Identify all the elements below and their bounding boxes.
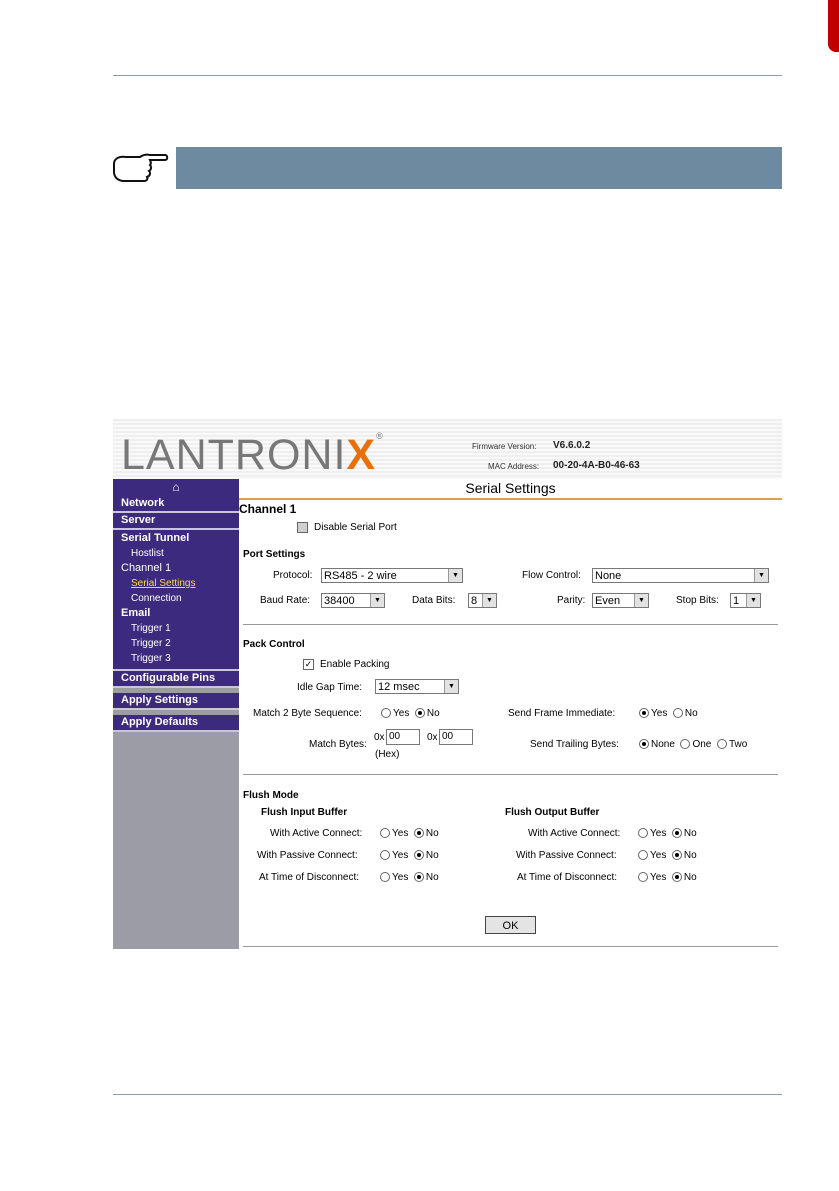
out-active-yes-radio[interactable] — [638, 828, 648, 838]
pointing-hand-icon — [110, 150, 170, 186]
in-disconnect-yes-label: Yes — [392, 872, 409, 883]
in-active-label: With Active Connect: — [270, 828, 363, 839]
disable-serial-port-checkbox[interactable] — [297, 522, 308, 533]
section-divider — [243, 624, 778, 625]
sidebar-item-trigger3[interactable]: Trigger 3 — [131, 653, 171, 664]
out-passive-yes-label: Yes — [650, 850, 667, 861]
out-passive-label: With Passive Connect: — [516, 850, 617, 861]
in-passive-no-radio[interactable] — [414, 850, 424, 860]
lantronix-logo — [121, 431, 384, 480]
parity-label: Parity: — [557, 595, 586, 606]
idle-gap-label: Idle Gap Time: — [297, 682, 363, 693]
footer-rule — [113, 1094, 782, 1095]
logo-x: X — [346, 431, 377, 479]
out-disconnect-no-radio[interactable] — [672, 872, 682, 882]
section-divider — [243, 946, 778, 947]
hex-prefix-2: 0x — [427, 732, 438, 743]
out-disconnect-no-label: No — [683, 872, 697, 883]
stop-bits-value: 1 — [733, 595, 740, 607]
flush-input-heading: Flush Input Buffer — [261, 807, 348, 818]
banner — [113, 419, 782, 479]
chevron-down-icon: ▼ — [634, 594, 648, 607]
match-byte-1-input[interactable]: 00 — [386, 729, 420, 745]
sidebar-group-serial-tunnel — [113, 530, 239, 671]
in-passive-radios — [380, 850, 439, 861]
port-settings-heading: Port Settings — [243, 549, 306, 560]
flow-control-select[interactable] — [592, 568, 769, 583]
out-passive-no-radio[interactable] — [672, 850, 682, 860]
protocol-label: Protocol: — [273, 570, 313, 581]
enable-packing-checkbox[interactable]: ✓ — [304, 659, 313, 669]
chevron-down-icon: ▼ — [754, 569, 768, 582]
chevron-down-icon: ▼ — [746, 594, 760, 607]
in-disconnect-no-label: No — [425, 872, 439, 883]
idle-gap-value: 12 msec — [378, 681, 420, 693]
parity-value: Even — [595, 595, 621, 607]
out-active-radios — [638, 828, 697, 839]
send-frame-no-label: No — [684, 708, 698, 719]
protocol-select[interactable] — [321, 568, 463, 583]
enable-packing-row — [303, 659, 390, 670]
sidebar-item-configurable-pins[interactable]: Configurable Pins — [113, 671, 239, 688]
out-active-label: With Active Connect: — [528, 828, 621, 839]
note-bar — [176, 147, 782, 189]
flush-mode-heading: Flush Mode — [243, 790, 299, 801]
send-trailing-radios — [639, 739, 747, 750]
send-frame-no-radio[interactable] — [673, 708, 683, 718]
chevron-down-icon: ▼ — [448, 569, 462, 582]
chevron-down-icon: ▼ — [444, 680, 458, 693]
out-disconnect-radios — [638, 872, 697, 883]
hex-prefix-1: 0x — [374, 732, 385, 743]
sidebar-item-channel1[interactable]: Channel 1 — [121, 562, 172, 574]
in-passive-no-label: No — [425, 850, 439, 861]
match-byte-2-input[interactable]: 00 — [439, 729, 473, 745]
out-passive-yes-radio[interactable] — [638, 850, 648, 860]
match2-label: Match 2 Byte Sequence: — [253, 708, 362, 719]
sidebar-item-hostlist[interactable]: Hostlist — [131, 548, 164, 559]
trailing-none-radio[interactable] — [639, 739, 649, 749]
firmware-label: Firmware Version: — [472, 442, 537, 451]
send-frame-yes-label: Yes — [651, 708, 668, 719]
in-active-yes-radio[interactable] — [380, 828, 390, 838]
chevron-down-icon: ▼ — [370, 594, 384, 607]
baud-rate-select[interactable] — [321, 593, 385, 608]
baud-rate-label: Baud Rate: — [260, 595, 311, 606]
in-disconnect-label: At Time of Disconnect: — [259, 872, 360, 883]
mac-label: MAC Address: — [488, 462, 540, 471]
in-disconnect-no-radio[interactable] — [414, 872, 424, 882]
stop-bits-label: Stop Bits: — [676, 595, 719, 606]
home-icon[interactable]: ⌂ — [113, 479, 239, 496]
stop-bits-select[interactable] — [730, 593, 761, 608]
disable-serial-port-row — [297, 522, 397, 533]
logo-text: LANTRONI — [121, 431, 347, 479]
out-passive-no-label: No — [683, 850, 697, 861]
out-active-no-label: No — [683, 828, 697, 839]
out-disconnect-label: At Time of Disconnect: — [517, 872, 618, 883]
in-disconnect-yes-radio[interactable] — [380, 872, 390, 882]
match2-no-radio[interactable] — [415, 708, 425, 718]
chevron-down-icon: ▼ — [482, 594, 496, 607]
mac-value: 00-20-4A-B0-46-63 — [553, 460, 640, 471]
in-active-no-radio[interactable] — [414, 828, 424, 838]
in-passive-yes-radio[interactable] — [380, 850, 390, 860]
enable-packing-label: Enable Packing — [320, 659, 390, 671]
out-active-yes-label: Yes — [650, 828, 667, 839]
logo-registered: ® — [376, 431, 384, 441]
pack-control-heading: Pack Control — [243, 639, 305, 650]
trailing-two-radio[interactable] — [717, 739, 727, 749]
out-disconnect-yes-label: Yes — [650, 872, 667, 883]
sidebar-item-connection[interactable]: Connection — [131, 593, 182, 604]
sidebar-item-serial-settings[interactable]: Serial Settings — [131, 578, 196, 589]
ok-button[interactable]: OK — [485, 916, 536, 934]
data-bits-value: 8 — [471, 595, 478, 607]
send-frame-label: Send Frame Immediate: — [508, 708, 616, 719]
main-panel — [239, 479, 782, 949]
baud-rate-value: 38400 — [324, 595, 355, 607]
sidebar-item-serial-tunnel[interactable]: Serial Tunnel — [121, 532, 190, 544]
sidebar-item-server[interactable]: Server — [113, 513, 239, 530]
sidebar-item-trigger1[interactable]: Trigger 1 — [131, 623, 171, 634]
send-frame-radios — [639, 708, 698, 719]
header-rule — [113, 75, 782, 76]
in-active-radios — [380, 828, 439, 839]
trailing-one-label: One — [692, 739, 712, 750]
out-disconnect-yes-radio[interactable] — [638, 872, 648, 882]
sidebar — [113, 479, 239, 949]
in-active-yes-label: Yes — [392, 828, 409, 839]
trailing-one-radio[interactable] — [680, 739, 690, 749]
idle-gap-select[interactable] — [375, 679, 459, 694]
match2-yes-radio[interactable] — [381, 708, 391, 718]
trailing-two-label: Two — [728, 739, 748, 750]
page-title: Serial Settings — [239, 479, 782, 500]
protocol-value: RS485 - 2 wire — [324, 570, 397, 582]
data-bits-label: Data Bits: — [412, 595, 456, 606]
sidebar-item-network[interactable]: Network — [113, 496, 239, 513]
in-active-no-label: No — [425, 828, 439, 839]
data-bits-select[interactable] — [468, 593, 497, 608]
disable-serial-port-label: Disable Serial Port — [314, 522, 397, 534]
sidebar-item-apply-settings[interactable]: Apply Settings — [113, 693, 239, 710]
in-disconnect-radios — [380, 872, 439, 883]
channel-heading: Channel 1 — [239, 502, 297, 516]
match2-yes-label: Yes — [393, 708, 410, 719]
flush-output-heading: Flush Output Buffer — [505, 807, 600, 818]
sidebar-item-email[interactable]: Email — [121, 607, 151, 619]
sidebar-item-apply-defaults[interactable]: Apply Defaults — [113, 715, 239, 732]
match-bytes-label: Match Bytes: — [309, 739, 367, 750]
send-frame-yes-radio[interactable] — [639, 708, 649, 718]
section-divider — [243, 774, 778, 775]
out-passive-radios — [638, 850, 697, 861]
match2-radios — [381, 708, 440, 719]
match2-no-label: No — [426, 708, 440, 719]
web-config-screenshot — [113, 419, 782, 949]
in-passive-label: With Passive Connect: — [257, 850, 358, 861]
in-passive-yes-label: Yes — [392, 850, 409, 861]
sidebar-item-trigger2[interactable]: Trigger 2 — [131, 638, 171, 649]
page-tab-marker — [828, 0, 839, 52]
flow-control-label: Flow Control: — [522, 570, 581, 581]
firmware-value: V6.6.0.2 — [553, 440, 591, 451]
flow-control-value: None — [595, 570, 622, 582]
hex-note: (Hex) — [375, 749, 400, 760]
parity-select[interactable] — [592, 593, 649, 608]
trailing-none-label: None — [651, 739, 675, 750]
send-trailing-label: Send Trailing Bytes: — [530, 739, 619, 750]
out-active-no-radio[interactable] — [672, 828, 682, 838]
